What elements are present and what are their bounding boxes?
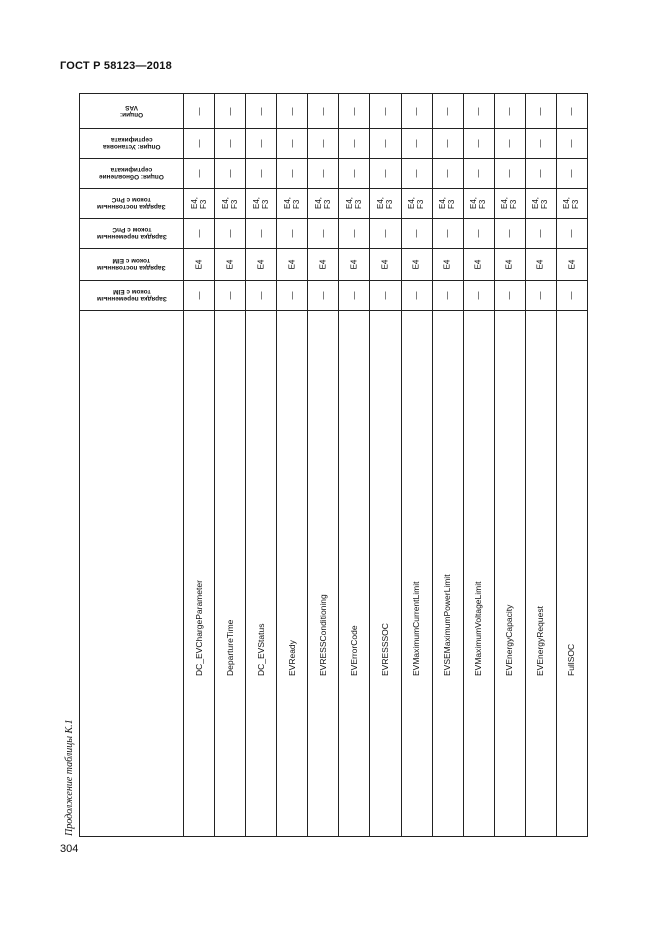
value-cell	[183, 248, 214, 280]
cell-value: —	[380, 291, 390, 299]
value-cell	[307, 188, 338, 218]
cell-value: E4, F3	[220, 196, 239, 210]
value-cell	[276, 94, 307, 128]
parameter-name-cell	[245, 310, 276, 836]
cell-value: —	[504, 139, 514, 147]
value-cell	[556, 188, 587, 218]
cell-value: —	[411, 291, 421, 299]
parameter-name: EVSEMaximumPowerLimit	[442, 574, 453, 676]
cell-value: E4, F3	[189, 196, 208, 210]
cell-value: E4, F3	[500, 196, 519, 210]
cell-value: —	[256, 139, 266, 147]
value-cell	[338, 280, 369, 310]
cell-value: —	[442, 291, 452, 299]
cell-value: —	[473, 291, 483, 299]
value-cell	[401, 94, 432, 128]
value-cell	[525, 188, 556, 218]
cell-value: —	[194, 291, 204, 299]
value-cell	[245, 94, 276, 128]
header-label: Зарядка постоянным током с PnC	[97, 196, 166, 210]
parameter-name-cell	[183, 310, 214, 836]
cell-value: —	[411, 229, 421, 237]
value-cell	[401, 218, 432, 248]
value-cell	[183, 188, 214, 218]
cell-value: —	[442, 139, 452, 147]
cell-value: E4	[287, 259, 297, 269]
value-cell	[338, 188, 369, 218]
value-cell	[276, 188, 307, 218]
value-cell	[245, 280, 276, 310]
cell-value: —	[194, 139, 204, 147]
value-cell	[494, 94, 525, 128]
cell-value: E4, F3	[344, 196, 363, 210]
cell-value: —	[473, 229, 483, 237]
cell-value: E4, F3	[531, 196, 550, 210]
value-cell	[369, 94, 400, 128]
table-caption: Продолжение таблицы К.1	[64, 719, 75, 836]
parameter-name-cell	[214, 310, 245, 836]
document-header: ГОСТ Р 58123—2018	[60, 60, 172, 72]
parameter-name: EVEnergyRequest	[535, 606, 546, 676]
cell-value: —	[566, 169, 576, 177]
value-cell	[525, 94, 556, 128]
value-cell	[307, 128, 338, 158]
value-cell	[525, 158, 556, 188]
value-cell	[401, 158, 432, 188]
value-cell	[214, 218, 245, 248]
cell-value: —	[225, 291, 235, 299]
value-cell	[432, 128, 463, 158]
header-label: Опции: VAS	[119, 104, 144, 118]
cell-value: E4	[566, 259, 576, 269]
parameter-name: EVErrorCode	[348, 625, 359, 676]
cell-value: —	[349, 107, 359, 115]
cell-value: —	[194, 169, 204, 177]
header-label: Зарядка переменным током с PnC	[96, 226, 167, 240]
parameter-name: EVReady	[286, 640, 297, 676]
cell-value: —	[287, 291, 297, 299]
value-cell	[183, 94, 214, 128]
cell-value: —	[256, 169, 266, 177]
cell-value: —	[535, 229, 545, 237]
cell-value: E4	[349, 259, 359, 269]
header-cell	[80, 248, 183, 280]
parameter-name: EVRESSSOC	[379, 623, 390, 676]
value-cell	[183, 128, 214, 158]
cell-value: —	[349, 139, 359, 147]
value-cell	[214, 128, 245, 158]
cell-value: —	[349, 291, 359, 299]
cell-value: —	[566, 229, 576, 237]
cell-value: —	[380, 139, 390, 147]
parameter-name: EVMaximumCurrentLimit	[411, 581, 422, 676]
value-cell	[183, 280, 214, 310]
value-cell	[245, 128, 276, 158]
cell-value: E4, F3	[375, 196, 394, 210]
value-cell	[432, 218, 463, 248]
cell-value: —	[225, 107, 235, 115]
cell-value: —	[256, 107, 266, 115]
value-cell	[556, 280, 587, 310]
value-cell	[556, 128, 587, 158]
value-cell	[525, 218, 556, 248]
cell-value: —	[318, 139, 328, 147]
value-cell	[245, 188, 276, 218]
value-cell	[525, 280, 556, 310]
value-cell	[307, 158, 338, 188]
cell-value: —	[473, 139, 483, 147]
cell-value: —	[411, 169, 421, 177]
value-cell	[556, 248, 587, 280]
value-cell	[276, 248, 307, 280]
cell-value: E4, F3	[469, 196, 488, 210]
cell-value: —	[256, 291, 266, 299]
header-label: Зарядка переменным током с EIM	[96, 288, 167, 302]
value-cell	[307, 248, 338, 280]
value-cell	[214, 94, 245, 128]
value-cell	[463, 128, 494, 158]
value-cell	[463, 280, 494, 310]
header-cell	[80, 188, 183, 218]
cell-value: —	[349, 169, 359, 177]
value-cell	[338, 248, 369, 280]
cell-value: —	[442, 169, 452, 177]
value-cell	[556, 158, 587, 188]
value-cell	[463, 218, 494, 248]
value-cell	[369, 188, 400, 218]
value-cell	[307, 94, 338, 128]
cell-value: —	[566, 139, 576, 147]
cell-value: —	[473, 169, 483, 177]
value-cell	[401, 128, 432, 158]
cell-value: —	[566, 107, 576, 115]
cell-value: E4, F3	[438, 196, 457, 210]
value-cell	[494, 188, 525, 218]
value-cell	[494, 248, 525, 280]
value-cell	[276, 128, 307, 158]
cell-value: —	[473, 107, 483, 115]
cell-value: —	[287, 229, 297, 237]
parameter-name: EVEnergyCapacity	[504, 604, 515, 676]
value-cell	[463, 188, 494, 218]
value-cell	[369, 158, 400, 188]
value-cell	[463, 94, 494, 128]
header-label: Зарядка постоянным током с EIM	[97, 257, 166, 271]
cell-value: —	[318, 169, 328, 177]
cell-value: —	[411, 139, 421, 147]
cell-value: E4	[473, 259, 483, 269]
value-cell	[276, 218, 307, 248]
value-cell	[432, 158, 463, 188]
page-number: 304	[60, 843, 79, 855]
cell-value: —	[535, 139, 545, 147]
cell-value: —	[318, 107, 328, 115]
cell-value: E4	[256, 259, 266, 269]
value-cell	[245, 158, 276, 188]
header-label: Опция: Обновление сертификата	[99, 166, 164, 180]
value-cell	[338, 128, 369, 158]
value-cell	[401, 248, 432, 280]
value-cell	[245, 248, 276, 280]
value-cell	[494, 218, 525, 248]
value-cell	[245, 218, 276, 248]
value-cell	[276, 158, 307, 188]
parameter-name: EVRESSConditioning	[317, 594, 328, 676]
parameter-name-cell	[369, 310, 400, 836]
value-cell	[183, 218, 214, 248]
value-cell	[307, 218, 338, 248]
parameter-name: DC_EVStatus	[255, 623, 266, 676]
cell-value: —	[287, 107, 297, 115]
value-cell	[214, 248, 245, 280]
cell-value: —	[380, 169, 390, 177]
cell-value: —	[504, 107, 514, 115]
parameter-name-cell	[432, 310, 463, 836]
header-cell	[80, 218, 183, 248]
value-cell	[432, 248, 463, 280]
cell-value: —	[535, 107, 545, 115]
value-cell	[369, 280, 400, 310]
parameter-name: DepartureTime	[224, 619, 235, 676]
cell-value: E4	[225, 259, 235, 269]
cell-value: —	[225, 229, 235, 237]
value-cell	[494, 128, 525, 158]
value-cell	[432, 94, 463, 128]
value-cell	[369, 128, 400, 158]
cell-value: E4	[535, 259, 545, 269]
parameter-name-cell	[401, 310, 432, 836]
cell-value: —	[318, 229, 328, 237]
header-cell	[80, 158, 183, 188]
header-cell	[80, 128, 183, 158]
value-cell	[214, 280, 245, 310]
cell-value: —	[349, 229, 359, 237]
cell-value: —	[194, 229, 204, 237]
parameter-name-cell	[463, 310, 494, 836]
value-cell	[556, 218, 587, 248]
cell-value: —	[380, 229, 390, 237]
cell-value: —	[504, 291, 514, 299]
cell-value: —	[318, 291, 328, 299]
parameter-name-cell	[307, 310, 338, 836]
header-label: Опция: Установка сертификата	[102, 136, 161, 150]
parameter-name-cell	[338, 310, 369, 836]
value-cell	[401, 280, 432, 310]
requirements-table	[79, 93, 588, 837]
cell-value: E4	[194, 259, 204, 269]
value-cell	[432, 188, 463, 218]
value-cell	[463, 248, 494, 280]
cell-value: E4	[442, 259, 452, 269]
cell-value: —	[225, 139, 235, 147]
cell-value: —	[256, 229, 266, 237]
value-cell	[525, 128, 556, 158]
parameter-name: EVMaximumVoltageLimit	[473, 581, 484, 676]
value-cell	[463, 158, 494, 188]
cell-value: —	[566, 291, 576, 299]
value-cell	[214, 158, 245, 188]
cell-value: E4	[380, 259, 390, 269]
value-cell	[432, 280, 463, 310]
value-cell	[369, 218, 400, 248]
parameter-name: DC_EVChargeParameter	[193, 580, 204, 676]
cell-value: —	[535, 169, 545, 177]
cell-value: —	[287, 139, 297, 147]
cell-value: E4, F3	[282, 196, 301, 210]
cell-value: —	[442, 229, 452, 237]
cell-value: E4, F3	[251, 196, 270, 210]
value-cell	[338, 218, 369, 248]
value-cell	[556, 94, 587, 128]
value-cell	[338, 158, 369, 188]
value-cell	[338, 94, 369, 128]
cell-value: E4	[504, 259, 514, 269]
value-cell	[369, 248, 400, 280]
parameter-name-cell	[556, 310, 587, 836]
value-cell	[214, 188, 245, 218]
cell-value: —	[504, 229, 514, 237]
cell-value: E4	[318, 259, 328, 269]
cell-value: —	[411, 107, 421, 115]
value-cell	[276, 280, 307, 310]
parameter-name: FullSOC	[566, 643, 577, 676]
parameter-name-cell	[525, 310, 556, 836]
cell-value: —	[442, 107, 452, 115]
value-cell	[307, 280, 338, 310]
cell-value: E4, F3	[407, 196, 426, 210]
value-cell	[525, 248, 556, 280]
cell-value: E4, F3	[313, 196, 332, 210]
value-cell	[494, 158, 525, 188]
value-cell	[494, 280, 525, 310]
value-cell	[183, 158, 214, 188]
value-cell	[401, 188, 432, 218]
cell-value: —	[535, 291, 545, 299]
cell-value: E4, F3	[562, 196, 581, 210]
parameter-name-cell	[494, 310, 525, 836]
header-cell	[80, 94, 183, 128]
cell-value: —	[194, 107, 204, 115]
cell-value: —	[225, 169, 235, 177]
parameter-name-cell	[276, 310, 307, 836]
cell-value: —	[287, 169, 297, 177]
cell-value: —	[504, 169, 514, 177]
cell-value: E4	[411, 259, 421, 269]
cell-value: —	[380, 107, 390, 115]
header-cell	[80, 280, 183, 310]
